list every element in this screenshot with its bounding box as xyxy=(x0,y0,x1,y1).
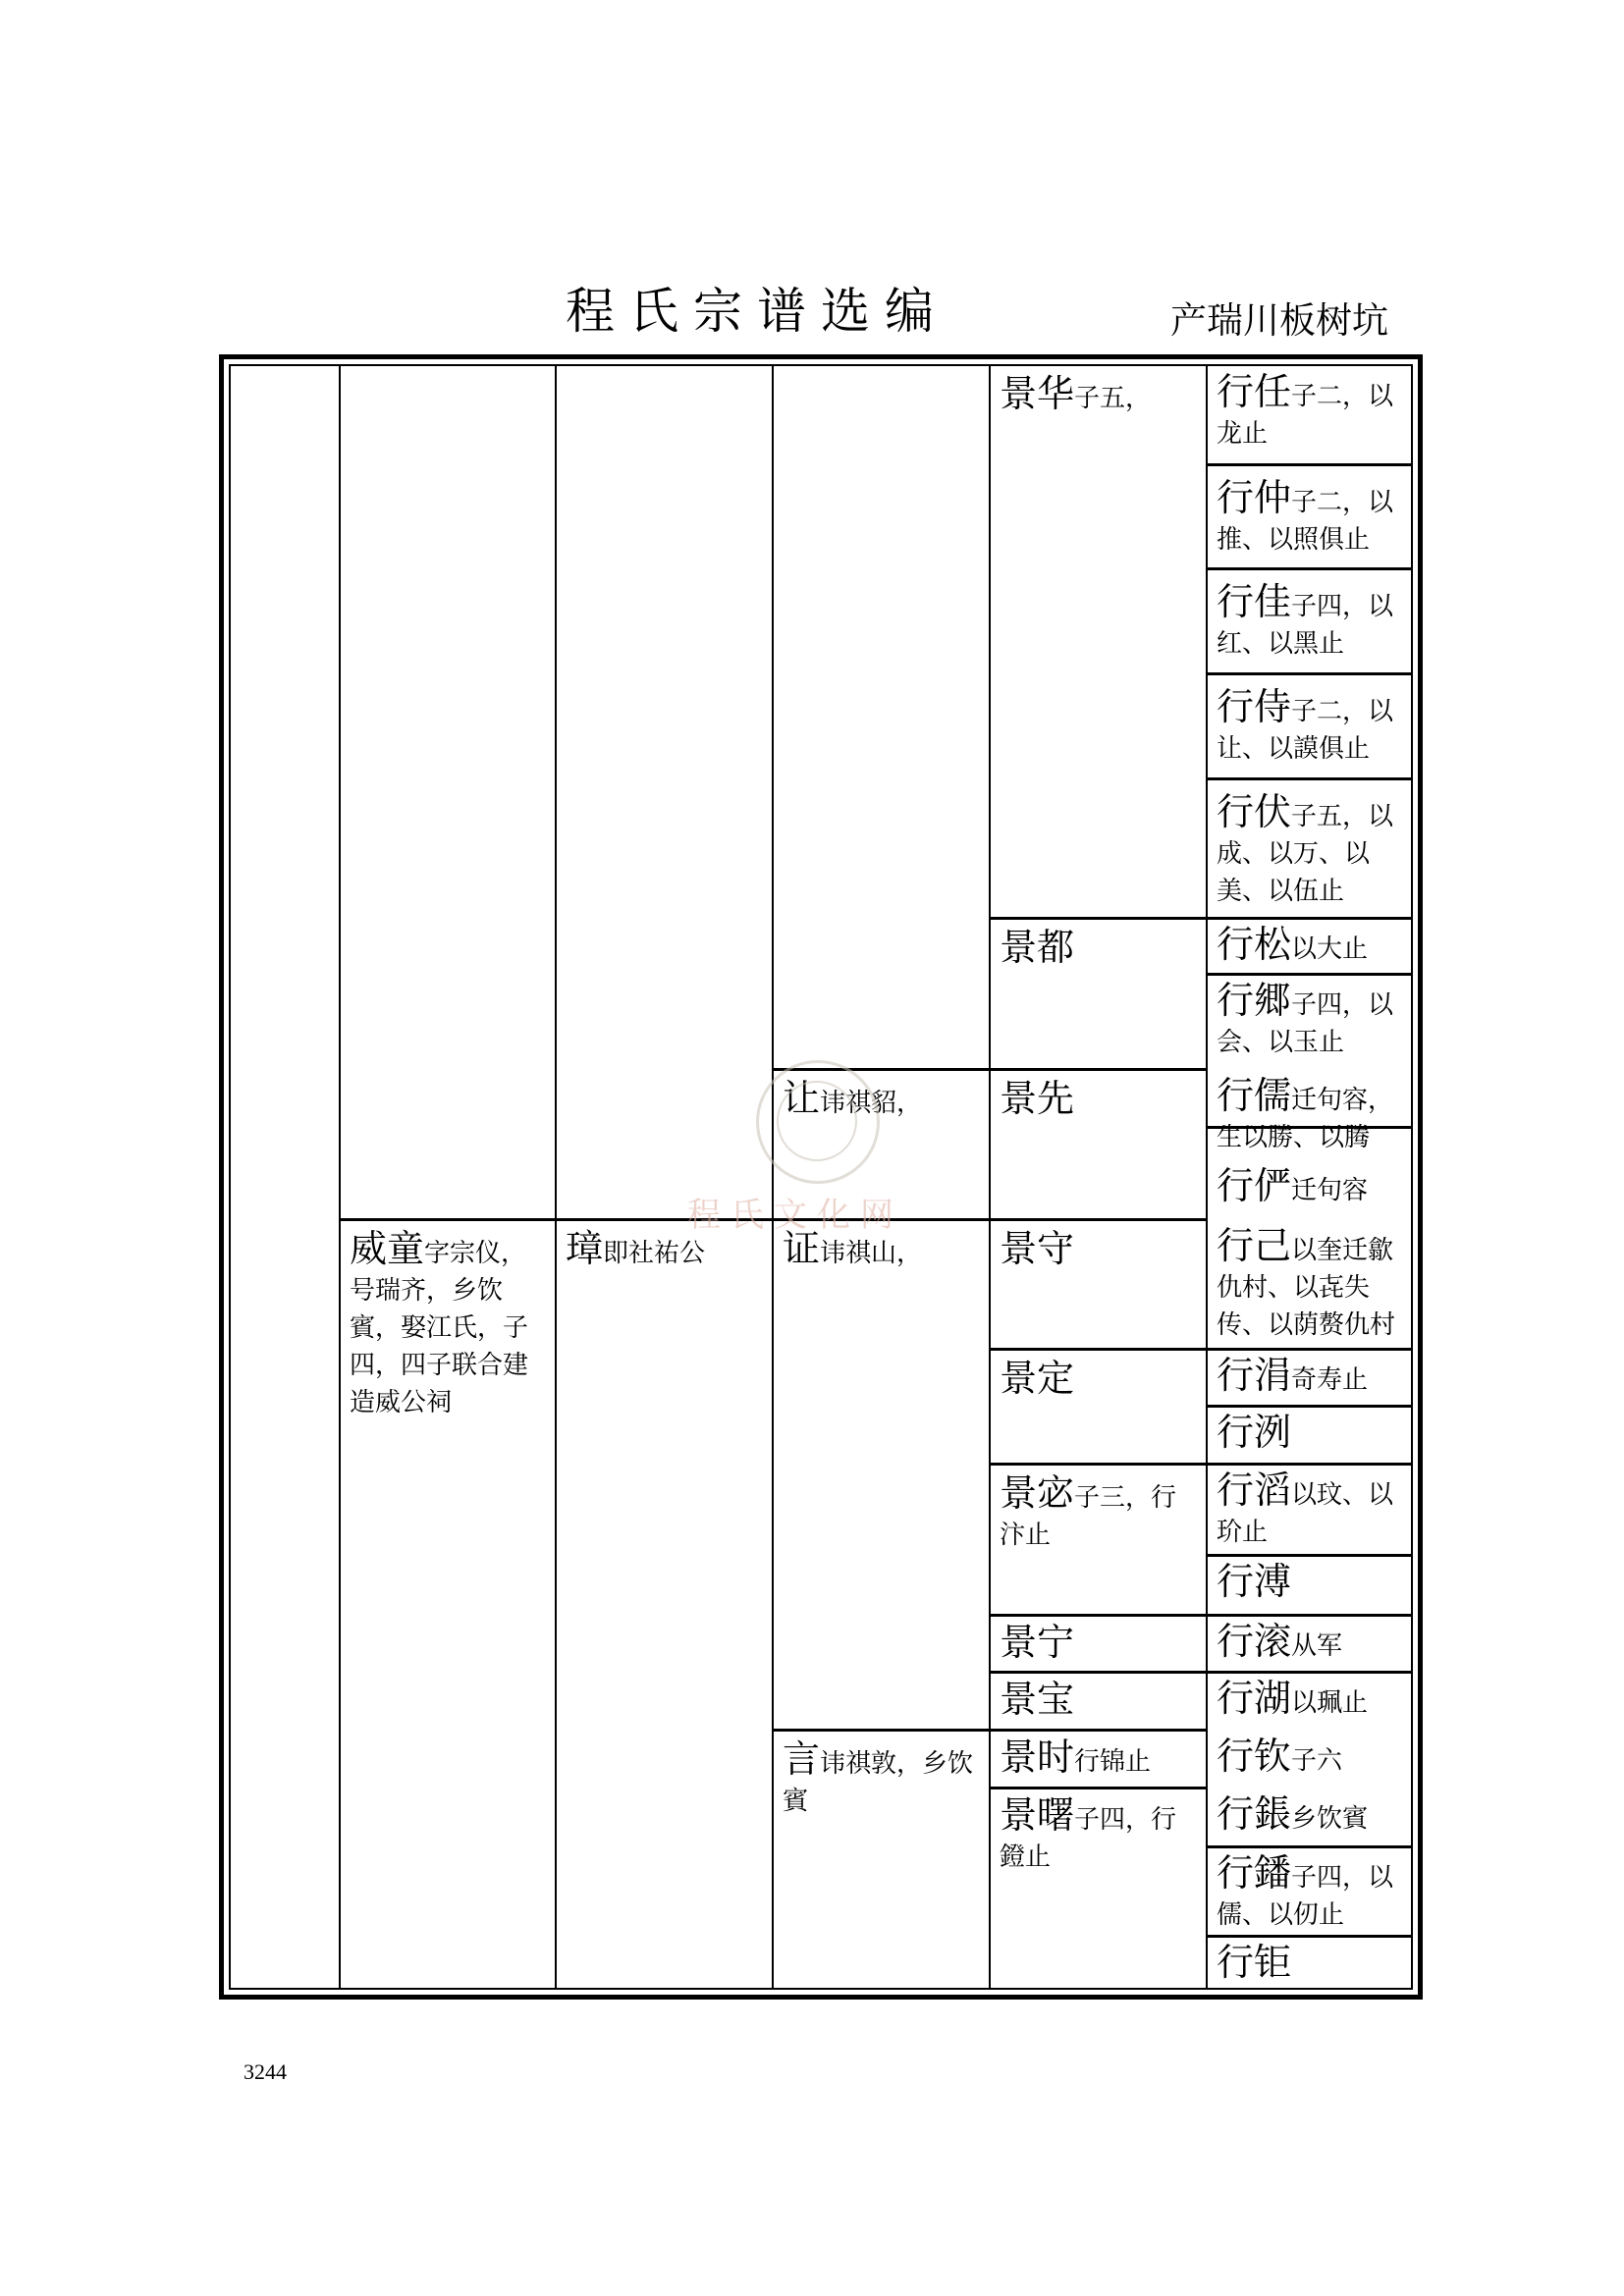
person-name: 景时 xyxy=(1000,1735,1075,1779)
person-note: 子二，以让、以謨俱止 xyxy=(1217,697,1394,764)
person-name: 行湖 xyxy=(1217,1677,1292,1720)
person-name: 行涓 xyxy=(1217,1354,1292,1397)
gen5-jingding-cell xyxy=(991,1351,1206,1463)
person-note: 子六 xyxy=(1291,1746,1343,1776)
person-name: 景都 xyxy=(1000,926,1075,969)
gen5-jingshi-cell xyxy=(991,1732,1206,1787)
gen6-cell xyxy=(1208,1848,1413,1935)
gen6-cell xyxy=(1208,1351,1413,1405)
person-note: 奇寿止 xyxy=(1291,1365,1369,1395)
person-name: 行钜 xyxy=(1217,1941,1292,1984)
gen5-jingdu-cell xyxy=(991,920,1206,1068)
person-name: 行滔 xyxy=(1217,1468,1292,1512)
gen6-cell xyxy=(1208,780,1413,917)
person-note: 以玟、以玠止 xyxy=(1217,1480,1394,1547)
person-note: 子五， xyxy=(1074,384,1152,413)
person-note: 子四，以会、以玉止 xyxy=(1217,990,1394,1057)
gen6-cell xyxy=(1208,1732,1413,1787)
person-name: 景曙 xyxy=(1000,1793,1075,1837)
person-name: 行洌 xyxy=(1217,1411,1292,1454)
person-name: 行鋹 xyxy=(1217,1792,1292,1836)
gen6-cell xyxy=(1208,920,1413,973)
person-note: 子三，行汴止 xyxy=(1000,1483,1177,1550)
person-name: 行郷 xyxy=(1217,979,1292,1022)
page-subtitle: 产瑞川板树坑 xyxy=(1170,299,1388,342)
person-note: 讳祺山， xyxy=(820,1239,923,1268)
gen5-jinghua-cell xyxy=(991,366,1206,917)
person-name: 行溥 xyxy=(1217,1560,1292,1603)
gen6-cell xyxy=(1208,570,1413,672)
person-name: 景守 xyxy=(1000,1227,1075,1270)
person-name: 行俨 xyxy=(1217,1164,1292,1207)
person-note: 以大止 xyxy=(1291,934,1369,964)
gen6-cell xyxy=(1208,1674,1413,1729)
gen6-cell xyxy=(1208,1071,1413,1152)
gen5-jingshu-cell xyxy=(991,1789,1206,1990)
person-name: 璋 xyxy=(566,1227,604,1270)
gen6-cell xyxy=(1208,1221,1413,1348)
person-name: 行仲 xyxy=(1217,476,1292,519)
person-name: 景宁 xyxy=(1000,1621,1075,1664)
person-name: 行佳 xyxy=(1217,580,1292,623)
gen2-weitong-cell xyxy=(341,1221,555,1990)
person-note: 子四，以红、以黑止 xyxy=(1217,592,1394,659)
person-note: 行锦止 xyxy=(1074,1747,1152,1777)
person-note: 讳祺敦，乡饮賓 xyxy=(783,1749,974,1816)
gen6-cell xyxy=(1208,1408,1413,1463)
person-name: 言 xyxy=(783,1737,821,1781)
person-name: 行己 xyxy=(1217,1224,1292,1267)
person-note: 迁句容 xyxy=(1291,1176,1369,1205)
gen6-cell xyxy=(1208,1129,1413,1218)
person-name: 行侍 xyxy=(1217,685,1292,728)
page-number: 3244 xyxy=(244,2059,287,2084)
person-name: 景定 xyxy=(1000,1357,1075,1400)
person-name: 景华 xyxy=(1000,372,1075,415)
gen4-zheng-cell xyxy=(774,1221,989,1729)
gen6-cell xyxy=(1208,1938,1413,1990)
person-name: 行松 xyxy=(1217,923,1292,966)
person-note: 以奎迁歙仇村、以㐂失传、以荫赘仇村 xyxy=(1217,1236,1396,1340)
gen5-jingbi-cell xyxy=(991,1466,1206,1614)
gen6-cell xyxy=(1208,466,1413,567)
person-name: 景宓 xyxy=(1000,1471,1075,1515)
person-note: 字宗仪，号瑞齐，乡饮賓，娶江氏，子四，四子联合建造威公祠 xyxy=(350,1239,529,1417)
person-name: 行滚 xyxy=(1217,1620,1292,1663)
person-note: 从军 xyxy=(1291,1631,1343,1661)
gen6-cell xyxy=(1208,675,1413,777)
gen4-yan-cell xyxy=(774,1732,989,1990)
page-title: 程氏宗谱选编 xyxy=(566,283,948,340)
person-name: 景先 xyxy=(1000,1077,1075,1120)
person-name: 让 xyxy=(783,1077,821,1120)
person-note: 迁句容，生以勝、以腾 xyxy=(1217,1086,1394,1152)
person-name: 行任 xyxy=(1217,370,1292,413)
person-name: 行钦 xyxy=(1217,1735,1292,1778)
gen5-jingbao-cell xyxy=(991,1674,1206,1729)
person-name: 景宝 xyxy=(1000,1678,1075,1721)
person-note: 即社祐公 xyxy=(603,1239,706,1268)
gen6-cell xyxy=(1208,1617,1413,1671)
gen5-jingxian-cell xyxy=(991,1071,1206,1218)
gen6-cell xyxy=(1208,976,1413,1068)
person-note: 乡饮賓 xyxy=(1291,1804,1369,1834)
person-note: 子二，以龙止 xyxy=(1217,382,1394,449)
person-name: 行儒 xyxy=(1217,1074,1292,1117)
person-name: 行鐇 xyxy=(1217,1851,1292,1895)
person-note: 子二，以推、以照俱止 xyxy=(1217,488,1394,555)
person-note: 子四，以儒、以仞止 xyxy=(1217,1863,1394,1930)
person-note: 子五，以成、以万、以美、以伍止 xyxy=(1217,802,1394,906)
person-name: 行伏 xyxy=(1217,790,1292,833)
gen6-cell xyxy=(1208,1557,1413,1614)
person-note: 以珮止 xyxy=(1291,1688,1369,1718)
gen5-jingshou-cell xyxy=(991,1221,1206,1348)
person-name: 证 xyxy=(783,1227,821,1270)
watermark-text: 程氏文化网 xyxy=(687,1196,903,1235)
gen6-cell xyxy=(1208,366,1413,463)
gen6-cell xyxy=(1208,1789,1413,1845)
gen6-cell xyxy=(1208,1466,1413,1554)
person-name: 威童 xyxy=(350,1227,425,1270)
person-note: 子四，行鐙止 xyxy=(1000,1805,1177,1872)
watermark-seal-icon xyxy=(756,1060,880,1184)
gen5-jingning-cell xyxy=(991,1617,1206,1671)
gen3-zhang-cell xyxy=(557,1221,772,1990)
person-note: 讳祺貂， xyxy=(820,1089,923,1118)
